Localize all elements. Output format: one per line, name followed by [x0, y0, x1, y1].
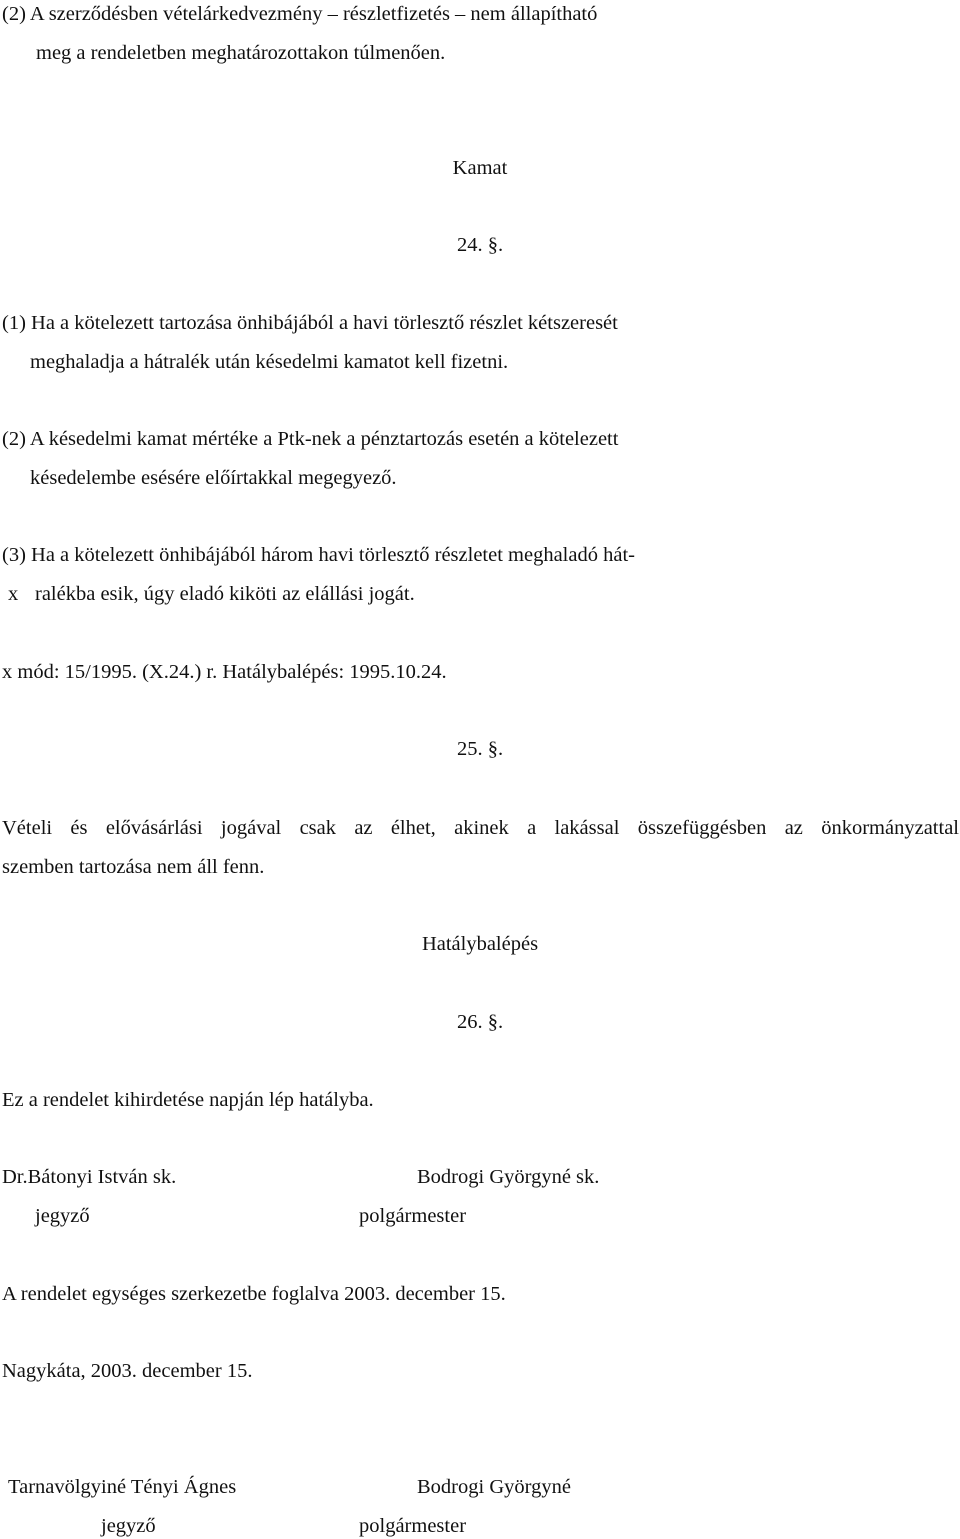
entry-into-force-text: Ez a rendelet kihirdetése napján lép hatályba. — [2, 1089, 374, 1111]
signature-right-name: Bodrogi Györgyné sk. — [417, 1166, 600, 1188]
section-number-26: 26. §. — [456, 1011, 504, 1033]
signature-left-name: Dr.Bátonyi István sk. — [2, 1166, 177, 1188]
paragraph-2-line-1: (2) A szerződésben vételárkedvezmény – részletfizetés – nem állapítható — [2, 3, 598, 25]
section-heading-kamat: Kamat — [452, 157, 508, 179]
signature-left-title: jegyző — [35, 1205, 90, 1227]
place-and-date: Nagykáta, 2003. december 15. — [2, 1360, 253, 1382]
final-signature-left-name: Tarnavölgyiné Tényi Ágnes — [8, 1476, 237, 1498]
section-25-line-1: Vételi és elővásárlási jogával csak az élhet, akinek a lakással összefüggésben az önkormányzattal — [2, 817, 959, 839]
modification-marker: x — [8, 583, 19, 605]
section-25-line-2: szemben tartozása nem áll fenn. — [2, 856, 265, 878]
kamat-paragraph-2-line-2: késedelembe esésére előírtakkal megegyező. — [30, 467, 397, 489]
kamat-paragraph-1-line-2: meghaladja a hátralék után késedelmi kamatot kell fizetni. — [30, 351, 509, 373]
final-signature-right-name: Bodrogi Györgyné — [417, 1476, 571, 1498]
section-heading-hatalybalepes: Hatálybalépés — [421, 933, 539, 955]
kamat-paragraph-1-line-1: (1) Ha a kötelezett tartozása önhibájából a havi törlesztő részlet kétszeresét — [2, 312, 618, 334]
section-number-25: 25. §. — [456, 738, 504, 760]
final-signature-right-title: polgármester — [359, 1515, 467, 1537]
modification-note: x mód: 15/1995. (X.24.) r. Hatálybalépés: 1995.10.24. — [2, 661, 447, 683]
section-number-24: 24. §. — [456, 234, 504, 256]
consolidation-note: A rendelet egységes szerkezetbe foglalva 2003. december 15. — [2, 1283, 506, 1305]
kamat-paragraph-2-line-1: (2) A késedelmi kamat mértéke a Ptk-nek a pénztartozás esetén a kötelezett — [2, 428, 619, 450]
final-signature-left-title: jegyző — [101, 1515, 156, 1537]
kamat-paragraph-3-line-2: ralékba esik, úgy eladó kiköti az elállási jogát. — [35, 583, 415, 605]
signature-right-title: polgármester — [359, 1205, 467, 1227]
paragraph-2-line-2: meg a rendeletben meghatározottakon túlmenően. — [36, 42, 446, 64]
kamat-paragraph-3-line-1: (3) Ha a kötelezett önhibájából három havi törlesztő részletet meghaladó hát- — [2, 544, 635, 566]
